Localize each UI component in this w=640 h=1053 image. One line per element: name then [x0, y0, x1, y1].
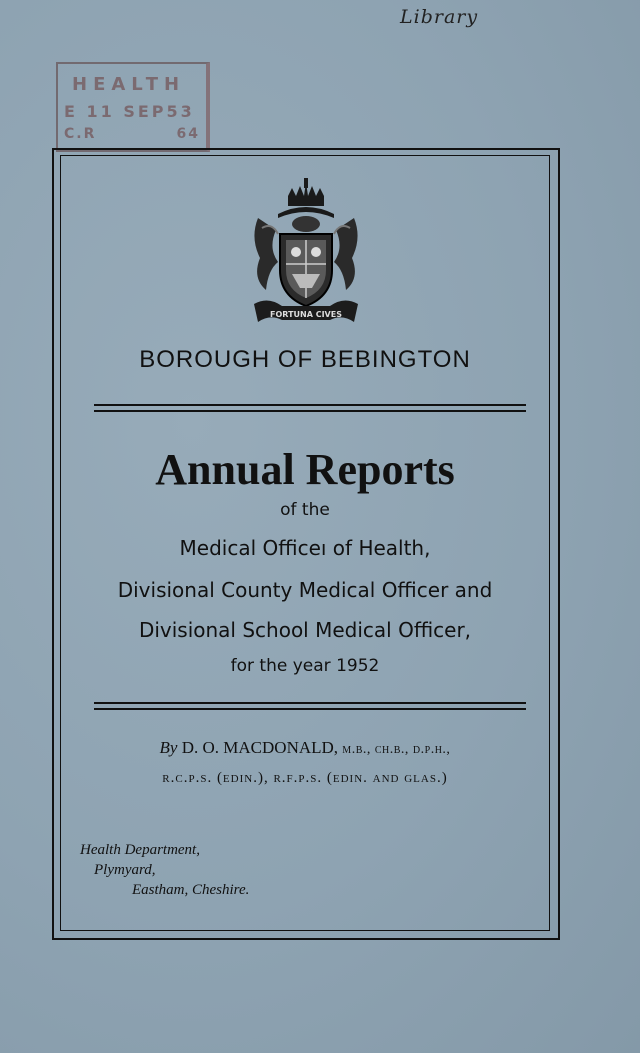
divider-top-1 [94, 404, 526, 406]
borough-heading: BOROUGH OF BEBINGTON [139, 346, 471, 373]
address-line-3: Eastham, Cheshire. [132, 882, 250, 898]
stamp-line-3 [64, 126, 200, 142]
author-line [60, 738, 550, 758]
author-degrees: m.b., ch.b., d.p.h., [342, 742, 451, 757]
received-stamp [56, 62, 210, 152]
stamp-line-1: HEALTH [72, 74, 186, 95]
divider-top-2 [94, 410, 526, 412]
author-name: D. O. MACDONALD, [181, 738, 339, 757]
document-title: Annual Reports [155, 445, 455, 494]
subtitle-of-the: of the [280, 500, 330, 520]
crest-motto: FORTUNA CIVES [270, 310, 342, 319]
handwritten-library-note: Library [400, 6, 479, 28]
stamp-date: E 11 SEP53 [64, 102, 195, 121]
stamp-ref: C.R [64, 126, 97, 142]
divider-mid-2 [94, 708, 526, 710]
author-qualifications: r.c.p.s. (edin.), r.f.p.s. (edin. and glas.) [162, 770, 448, 786]
address-line-2: Plymyard, [94, 862, 156, 878]
address-line-1: Health Department, [80, 842, 200, 858]
author-by: By [159, 738, 178, 757]
subtitle-line-3: Divisional School Medical Officer, [138, 618, 472, 642]
subtitle-line-2: Divisional County Medical Officer and [117, 578, 493, 602]
coat-of-arms-icon [248, 178, 364, 328]
year-line: for the year 1952 [230, 656, 380, 676]
stamp-number: 64 [176, 126, 200, 142]
divider-mid-1 [94, 702, 526, 704]
subtitle-line-1: Medical Officeı of Health, [179, 536, 431, 560]
